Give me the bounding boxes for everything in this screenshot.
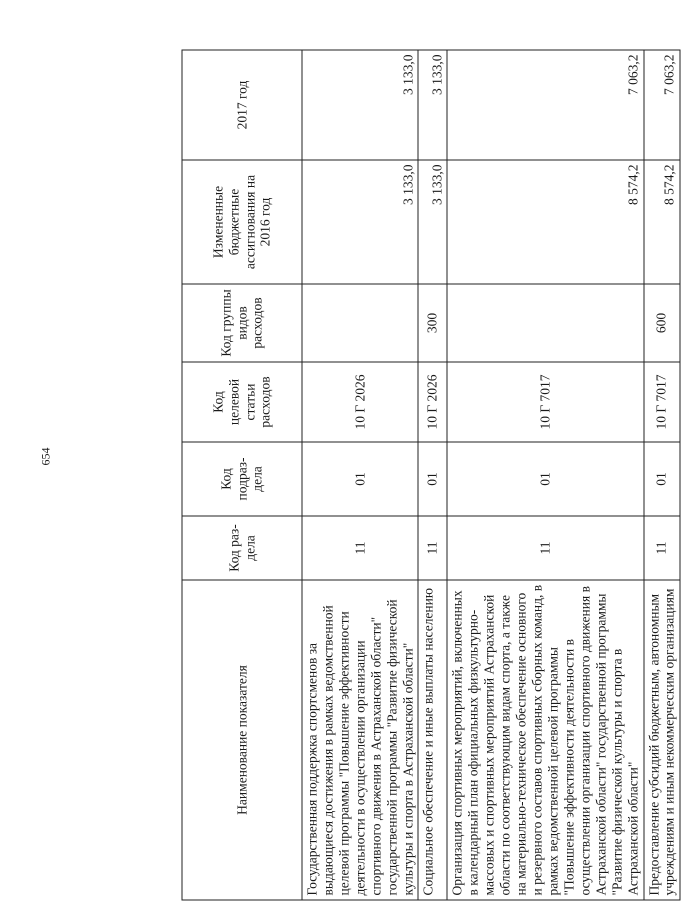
- cell-section-code: 11: [644, 516, 681, 580]
- cell-budget-2016: 8 574,2: [447, 160, 643, 284]
- cell-budget-2016: 8 574,2: [644, 160, 681, 284]
- cell-section-code: 11: [302, 516, 418, 580]
- table-row: [644, 50, 681, 900]
- header-year-2017: 2017 год: [182, 50, 302, 160]
- cell-target-code: 10 Г 2026: [418, 362, 447, 442]
- cell-budget-2016: 3 133,0: [302, 160, 418, 284]
- table-row: [447, 50, 643, 900]
- header-subsection-code: Код подраз-дела: [182, 442, 302, 516]
- rotated-page: [182, 51, 677, 901]
- cell-subsection-code: 01: [302, 442, 418, 516]
- cell-expense-group-code: [447, 284, 643, 362]
- cell-indicator-name: Организация спортивных мероприятий, включенных в календарный план официальных физкультурно-массовых и спортивных мероприятий Астраханской области по соответствующим видам спорта, а также на материально-техническое обеспечение основного и резервного составов спортивных сборных команд, в рамках ведомственной целевой программы "Повышение эффективности деятельности в осуществлении организации спортивного движения в Астраханской области" государственной программы "Развитие физической культуры и спорта в Астраханской области": [447, 580, 643, 900]
- table-row: [418, 50, 447, 900]
- cell-section-code: 11: [447, 516, 643, 580]
- table-row: [302, 50, 418, 900]
- page-number: 654: [38, 447, 53, 466]
- cell-budget-2016: 3 133,0: [418, 160, 447, 284]
- cell-indicator-name: Государственная поддержка спортсменов за выдающиеся достижения в рамках ведомственной целевой программы "Повышение эффективности деятельности в осуществлении организации спортивного движения в Астраханской области" государственной программы "Развитие физической культуры и спорта в Астраханской области": [302, 580, 418, 900]
- header-target-code: Код целевой статьи расходов: [182, 362, 302, 442]
- budget-table: [182, 50, 681, 901]
- cell-year-2017: 7 063,2: [644, 50, 681, 160]
- header-indicator-name: Наименование показателя: [182, 580, 302, 900]
- cell-year-2017: 7 063,2: [447, 50, 643, 160]
- cell-indicator-name: Социальное обеспечение и иные выплаты населению: [418, 580, 447, 900]
- cell-year-2017: 3 133,0: [418, 50, 447, 160]
- cell-target-code: 10 Г 7017: [447, 362, 643, 442]
- cell-target-code: 10 Г 7017: [644, 362, 681, 442]
- cell-subsection-code: 01: [644, 442, 681, 516]
- cell-expense-group-code: 600: [644, 284, 681, 362]
- cell-indicator-name: Предоставление субсидий бюджетным, автономным учреждениям и иным некоммерческим организациям: [644, 580, 681, 900]
- cell-year-2017: 3 133,0: [302, 50, 418, 160]
- cell-section-code: 11: [418, 516, 447, 580]
- cell-subsection-code: 01: [418, 442, 447, 516]
- cell-expense-group-code: 300: [418, 284, 447, 362]
- header-budget-2016: Измененные бюджетные ассигнования на 2016 год: [182, 160, 302, 284]
- cell-target-code: 10 Г 2026: [302, 362, 418, 442]
- header-section-code: Код раз-дела: [182, 516, 302, 580]
- table-header-row: [182, 50, 302, 900]
- header-expense-group-code: Код группы видов расходов: [182, 284, 302, 362]
- cell-subsection-code: 01: [447, 442, 643, 516]
- cell-expense-group-code: [302, 284, 418, 362]
